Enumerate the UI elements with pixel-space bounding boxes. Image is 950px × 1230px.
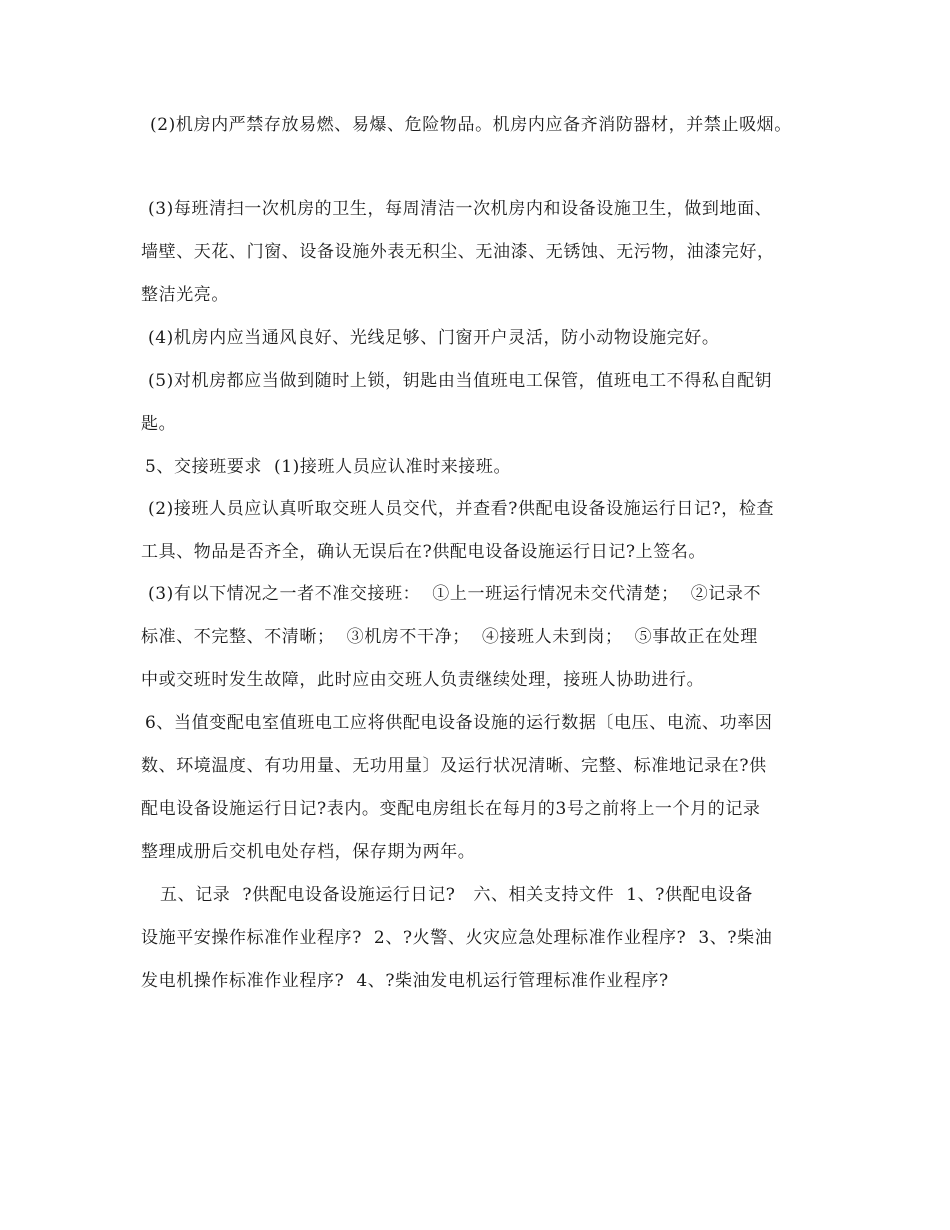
- text-line: (2)机房内严禁存放易燃、易爆、危险物品。机房内应备齐消防器材，并禁止吸烟。: [150, 115, 792, 135]
- text-line: 配电设备设施运行日记?表内。变配电房组长在每月的3号之前将上一个月的记录: [141, 799, 761, 819]
- text-line: 6、当值变配电室值班电工应将供配电设备设施的运行数据〔电压、电流、功率因: [145, 713, 773, 733]
- text-line: (3)有以下情况之一者不准交接班： ①上一班运行情况未交代清楚； ②记录不: [148, 584, 762, 604]
- text-line: 5、交接班要求 (1)接班人员应认准时来接班。: [145, 457, 512, 477]
- text-line: 匙。: [141, 414, 177, 434]
- text-line: 设施平安操作标准作业程序? 2、?火警、火灾应急处理标准作业程序? 3、?柴油: [141, 928, 773, 948]
- text-line: 发电机操作标准作业程序? 4、?柴油发电机运行管理标准作业程序?: [141, 971, 669, 991]
- text-line: (4)机房内应当通风良好、光线足够、门窗开户灵活，防小动物设施完好。: [148, 328, 720, 348]
- text-line: 数、环境温度、有功用量、无功用量〕及运行状况清晰、完整、标准地记录在?供: [141, 756, 767, 776]
- text-line: 标准、不完整、不清晰； ③机房不干净； ④接班人未到岗； ⑤事故正在处理: [141, 627, 758, 647]
- text-line: 整洁光亮。: [141, 285, 229, 305]
- text-line: 中或交班时发生故障，此时应由交班人负责继续处理，接班人协助进行。: [141, 670, 705, 690]
- text-line: 整理成册后交机电处存档，保存期为两年。: [141, 842, 476, 862]
- text-line: 工具、物品是否齐全，确认无误后在?供配电设备设施运行日记?上签名。: [141, 542, 707, 562]
- text-line: (2)接班人员应认真听取交班人员交代，并查看?供配电设备设施运行日记?，检查: [148, 499, 775, 519]
- text-line: 墙壁、天花、门窗、设备设施外表无积尘、无油漆、无锈蚀、无污物，油漆完好，: [141, 242, 775, 262]
- text-line: (5)对机房都应当做到随时上锁，钥匙由当值班电工保管，值班电工不得私自配钥: [148, 371, 773, 391]
- text-line: 五、记录 ?供配电设备设施运行日记? 六、相关支持文件 1、?供配电设备: [160, 885, 753, 905]
- text-line: (3)每班清扫一次机房的卫生，每周清洁一次机房内和设备设施卫生，做到地面、: [148, 199, 773, 219]
